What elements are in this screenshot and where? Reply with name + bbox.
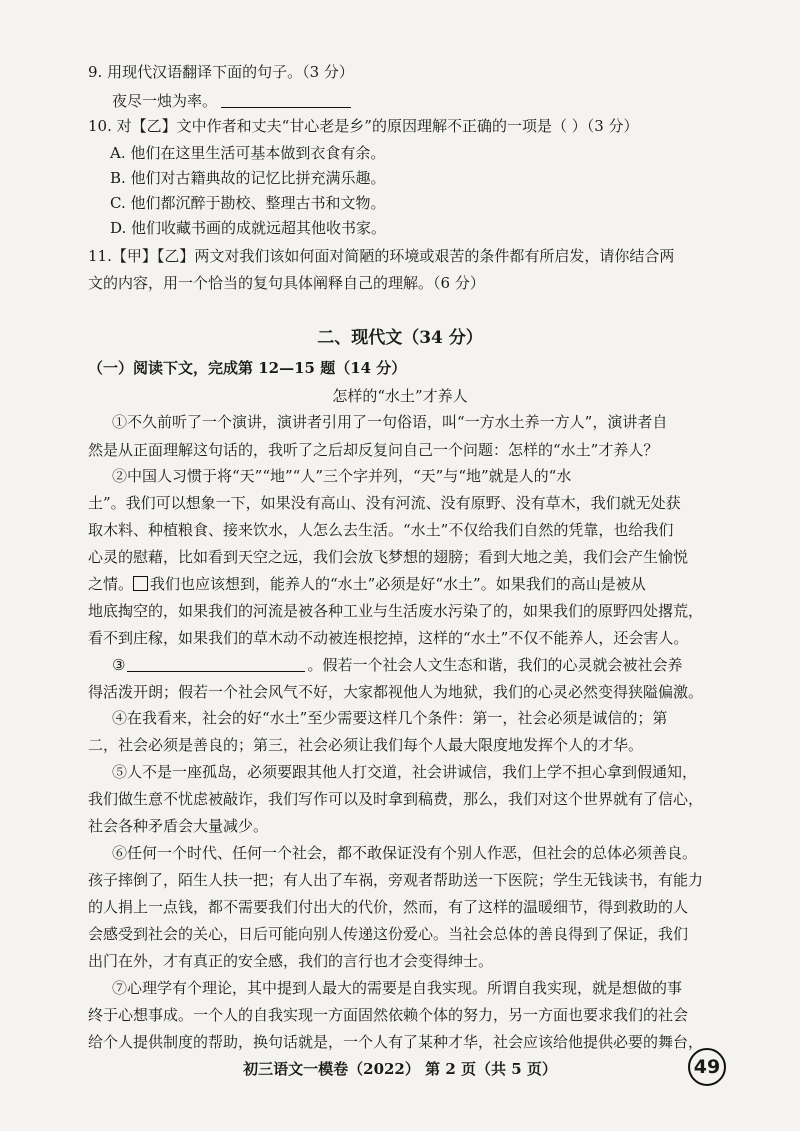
page-number-badge: 49: [688, 1048, 726, 1086]
paragraph-5-line-1: ⑤人不是一座孤岛，必须要跟其他人打交道，社会讲诚信，我们上学不担心拿到假通知，: [112, 763, 698, 781]
option-c: C. 他们都沉醉于勘校、整理古书和文物。: [110, 194, 386, 212]
section-subtitle: （一）阅读下文，完成第 12—15 题（14 分）: [88, 359, 407, 377]
option-b: B. 他们对古籍典故的记忆比拼充满乐趣。: [110, 169, 386, 187]
paragraph-3-line-1: [112, 655, 682, 675]
article-title: 怎样的“水土”才养人: [332, 387, 468, 405]
question-11-line1: 11.【甲】【乙】两文对我们该如何面对简陋的环境或艰苦的条件都有所启发，请你结合两: [88, 247, 675, 265]
answer-blank: [221, 92, 351, 108]
paragraph-6-line-3: 的人捐上一点钱，都不需要我们付出大的代价，然而，有了这样的温暖细节，得到救助的人: [88, 898, 689, 916]
paragraph-2-line-5: [88, 574, 646, 594]
question-11-line2: 文的内容，用一个恰当的复句具体阐释自己的理解。（6 分）: [88, 274, 485, 292]
paragraph-7-line-1: ⑦心理学有个理论，其中提到人最大的需要是自我实现。所谓自我实现，就是想做的事: [112, 979, 683, 997]
fill-blank: [127, 656, 305, 672]
paragraph-2-line-1: ②中国人习惯于将“天”“地”“人”三个字并列，“天”与“地”就是人的“水: [112, 467, 572, 485]
paragraph-4-line-2: 二，社会必须是善良的；第三，社会必须让我们每个人最大限度地发挥个人的才华。: [88, 736, 644, 754]
option-d: D. 他们收藏书画的成就远超其他收书家。: [110, 219, 387, 237]
question-9: 9. 用现代汉语翻译下面的句子。（3 分）: [88, 63, 354, 81]
question-9-sentence: [112, 91, 351, 111]
question-10: 10. 对【乙】文中作者和丈夫“甘心老是乡”的原因理解不正确的一项是（ ）（3 分）: [88, 117, 639, 135]
paragraph-2-line-6: 地底掏空的，如果我们的河流是被各种工业与生活废水污染了的，如果我们的原野四处撂荒，: [88, 602, 704, 620]
paragraph-2-line-5-rest: 我们也应该想到，能养人的“水土”必须是好“水土”。如果我们的高山是被从: [150, 575, 646, 593]
paragraph-2-line-7: 看不到庄稼，如果我们的草木动不动被连根挖掉，这样的“水土”不仅不能养人，还会害人。: [88, 629, 689, 647]
paragraph-2-line-3: 取木料、种植粮食、接来饮水，人怎么去生活。“水土”不仅给我们自然的凭靠，也给我们: [88, 521, 674, 539]
paragraph-3-line-2: 得活泼开朗；假若一个社会风气不好，大家都视他人为地狱，我们的心灵必然变得狭隘偏激。: [88, 683, 704, 701]
paragraph-2-line-2: 土”。我们可以想象一下，如果没有高山、没有河流、没有原野、没有草木，我们就无处获: [88, 494, 681, 512]
paragraph-2-line-4: 心灵的慰藉，比如看到天空之远，我们会放飞梦想的翅膀；看到大地之美，我们会产生愉悦: [88, 548, 689, 566]
paragraph-7-line-3: 给个人提供制度的帮助，换句话就是，一个人有了某种才华，社会应该给他提供必要的舞台，: [88, 1033, 704, 1051]
paragraph-2-line-5-start: 之情。: [88, 575, 134, 593]
paragraph-7-line-2: 终于心想事成。一个人的自我实现一方面固然依赖个体的努力，另一方面也要求我们的社会: [88, 1006, 689, 1024]
paragraph-1-line-1: ①不久前听了一个演讲，演讲者引用了一句俗语，叫“一方水土养一方人”，演讲者自: [112, 413, 668, 431]
paragraph-3-number: ③: [112, 656, 126, 674]
paragraph-6-line-4: 会感受到社会的关心，日后可能向别人传递这份爱心。当社会总体的善良得到了保证，我们: [88, 925, 689, 943]
insert-box: [133, 576, 148, 591]
paragraph-6-line-5: 出门在外，才有真正的安全感，我们的言行也才会变得绅士。: [88, 952, 494, 970]
option-a: A. 他们在这里生活可基本做到衣食有余。: [110, 144, 386, 162]
paragraph-5-line-3: 社会各种矛盾会大量减少。: [88, 817, 269, 835]
paragraph-3-line-1-rest: 。假若一个社会人文生态和谐，我们的心灵就会被社会养: [307, 656, 683, 674]
paragraph-4-line-1: ④在我看来，社会的好“水土”至少需要这样几个条件：第一，社会必须是诚信的；第: [112, 709, 668, 727]
paragraph-6-line-1: ⑥任何一个时代、任何一个社会，都不敢保证没有个别人作恶，但社会的总体必须善良。: [112, 844, 698, 862]
paragraph-1-line-2: 然是从正面理解这句话的，我听了之后却反复问自己一个问题：怎样的“水土”才养人？: [88, 441, 659, 459]
page-footer: 初三语文一模卷（2022） 第 2 页（共 5 页）: [243, 1060, 557, 1078]
sentence-text: 夜尽一烛为率。: [112, 92, 218, 110]
section-title: 二、现代文（34 分）: [317, 328, 483, 348]
paragraph-6-line-2: 孩子摔倒了，陌生人扶一把；有人出了车祸，旁观者帮助送一下医院；学生无钱读书，有能力: [88, 871, 704, 889]
paragraph-5-line-2: 我们做生意不忧虑被敲诈，我们写作可以及时拿到稿费，那么，我们对这个世界就有了信心，: [88, 790, 704, 808]
